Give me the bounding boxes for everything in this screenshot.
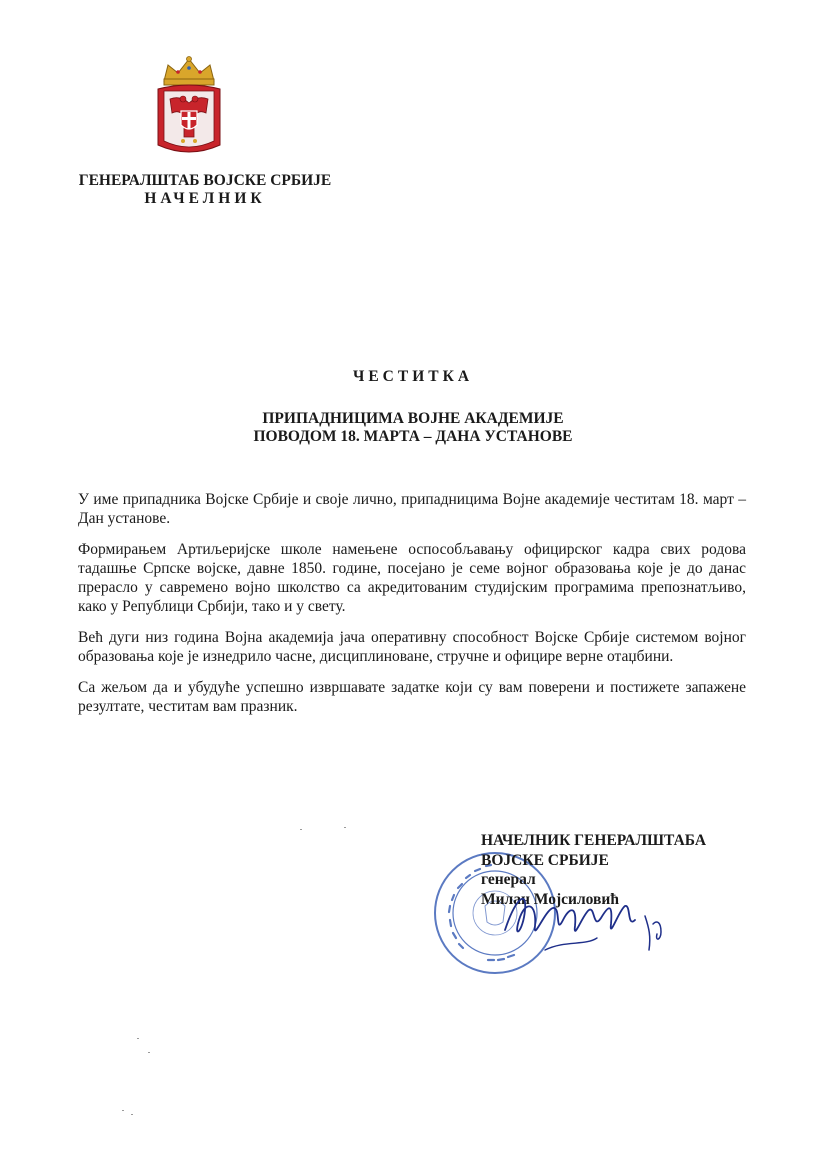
document-title: ЧЕСТИТКА <box>352 368 474 385</box>
scan-speck <box>131 1114 133 1115</box>
scan-speck <box>148 1052 150 1053</box>
body-paragraph: Већ дуги низ година Војна академија јача оперативну способност Војске Србије системом војног образовања које је изнедрило часне, дисциплиноване, стручне и официре верне отаџбини. <box>78 629 746 665</box>
signatory-rank: генерал <box>481 871 536 888</box>
institution-name: ГЕНЕРАЛШТАБ ВОЈСКЕ СРБИЈЕ <box>78 172 332 189</box>
document-subtitle-line2: ПОВОДОМ 18. МАРТА – ДАНА УСТАНОВЕ <box>253 428 573 445</box>
body-paragraph: Формирањем Артиљеријске школе намењене оспособљавању официрског кадра свих родова тадашње Српске војске, давне 1850. године, посејано је семе војног образовања које је до данас прерасло у савремено војно школство са акредитованим студијским програмима препознатљиво, како у Републици Србији, тако и у свету. <box>78 541 746 615</box>
office-title: НАЧЕЛНИК <box>144 190 266 207</box>
scan-speck <box>300 829 302 830</box>
document-subtitle-line1: ПРИПАДНИЦИМА ВОЈНЕ АКАДЕМИЈЕ <box>262 410 564 427</box>
signatory-name: Милан Мојсиловић <box>481 890 619 908</box>
scan-speck <box>344 827 346 828</box>
signatory-title-line1: НАЧЕЛНИК ГЕНЕРАЛШТАБА <box>481 832 707 849</box>
coat-of-arms-icon <box>150 55 228 160</box>
signatory-title-line2: ВОЈСКЕ СРБИЈЕ <box>481 851 609 869</box>
body-paragraph: У име припадника Војске Србије и своје лично, припадницима Војне академије честитам 18. март – Дан установе. <box>78 491 746 527</box>
letter-body <box>78 490 746 728</box>
handwritten-signature-icon <box>485 880 675 960</box>
body-paragraph: Са жељом да и убудуће успешно извршавате задатке који су вам поверени и постижете запажене резултате, честитам вам празник. <box>78 679 746 715</box>
scan-speck <box>122 1110 124 1111</box>
scan-speck <box>137 1038 139 1039</box>
